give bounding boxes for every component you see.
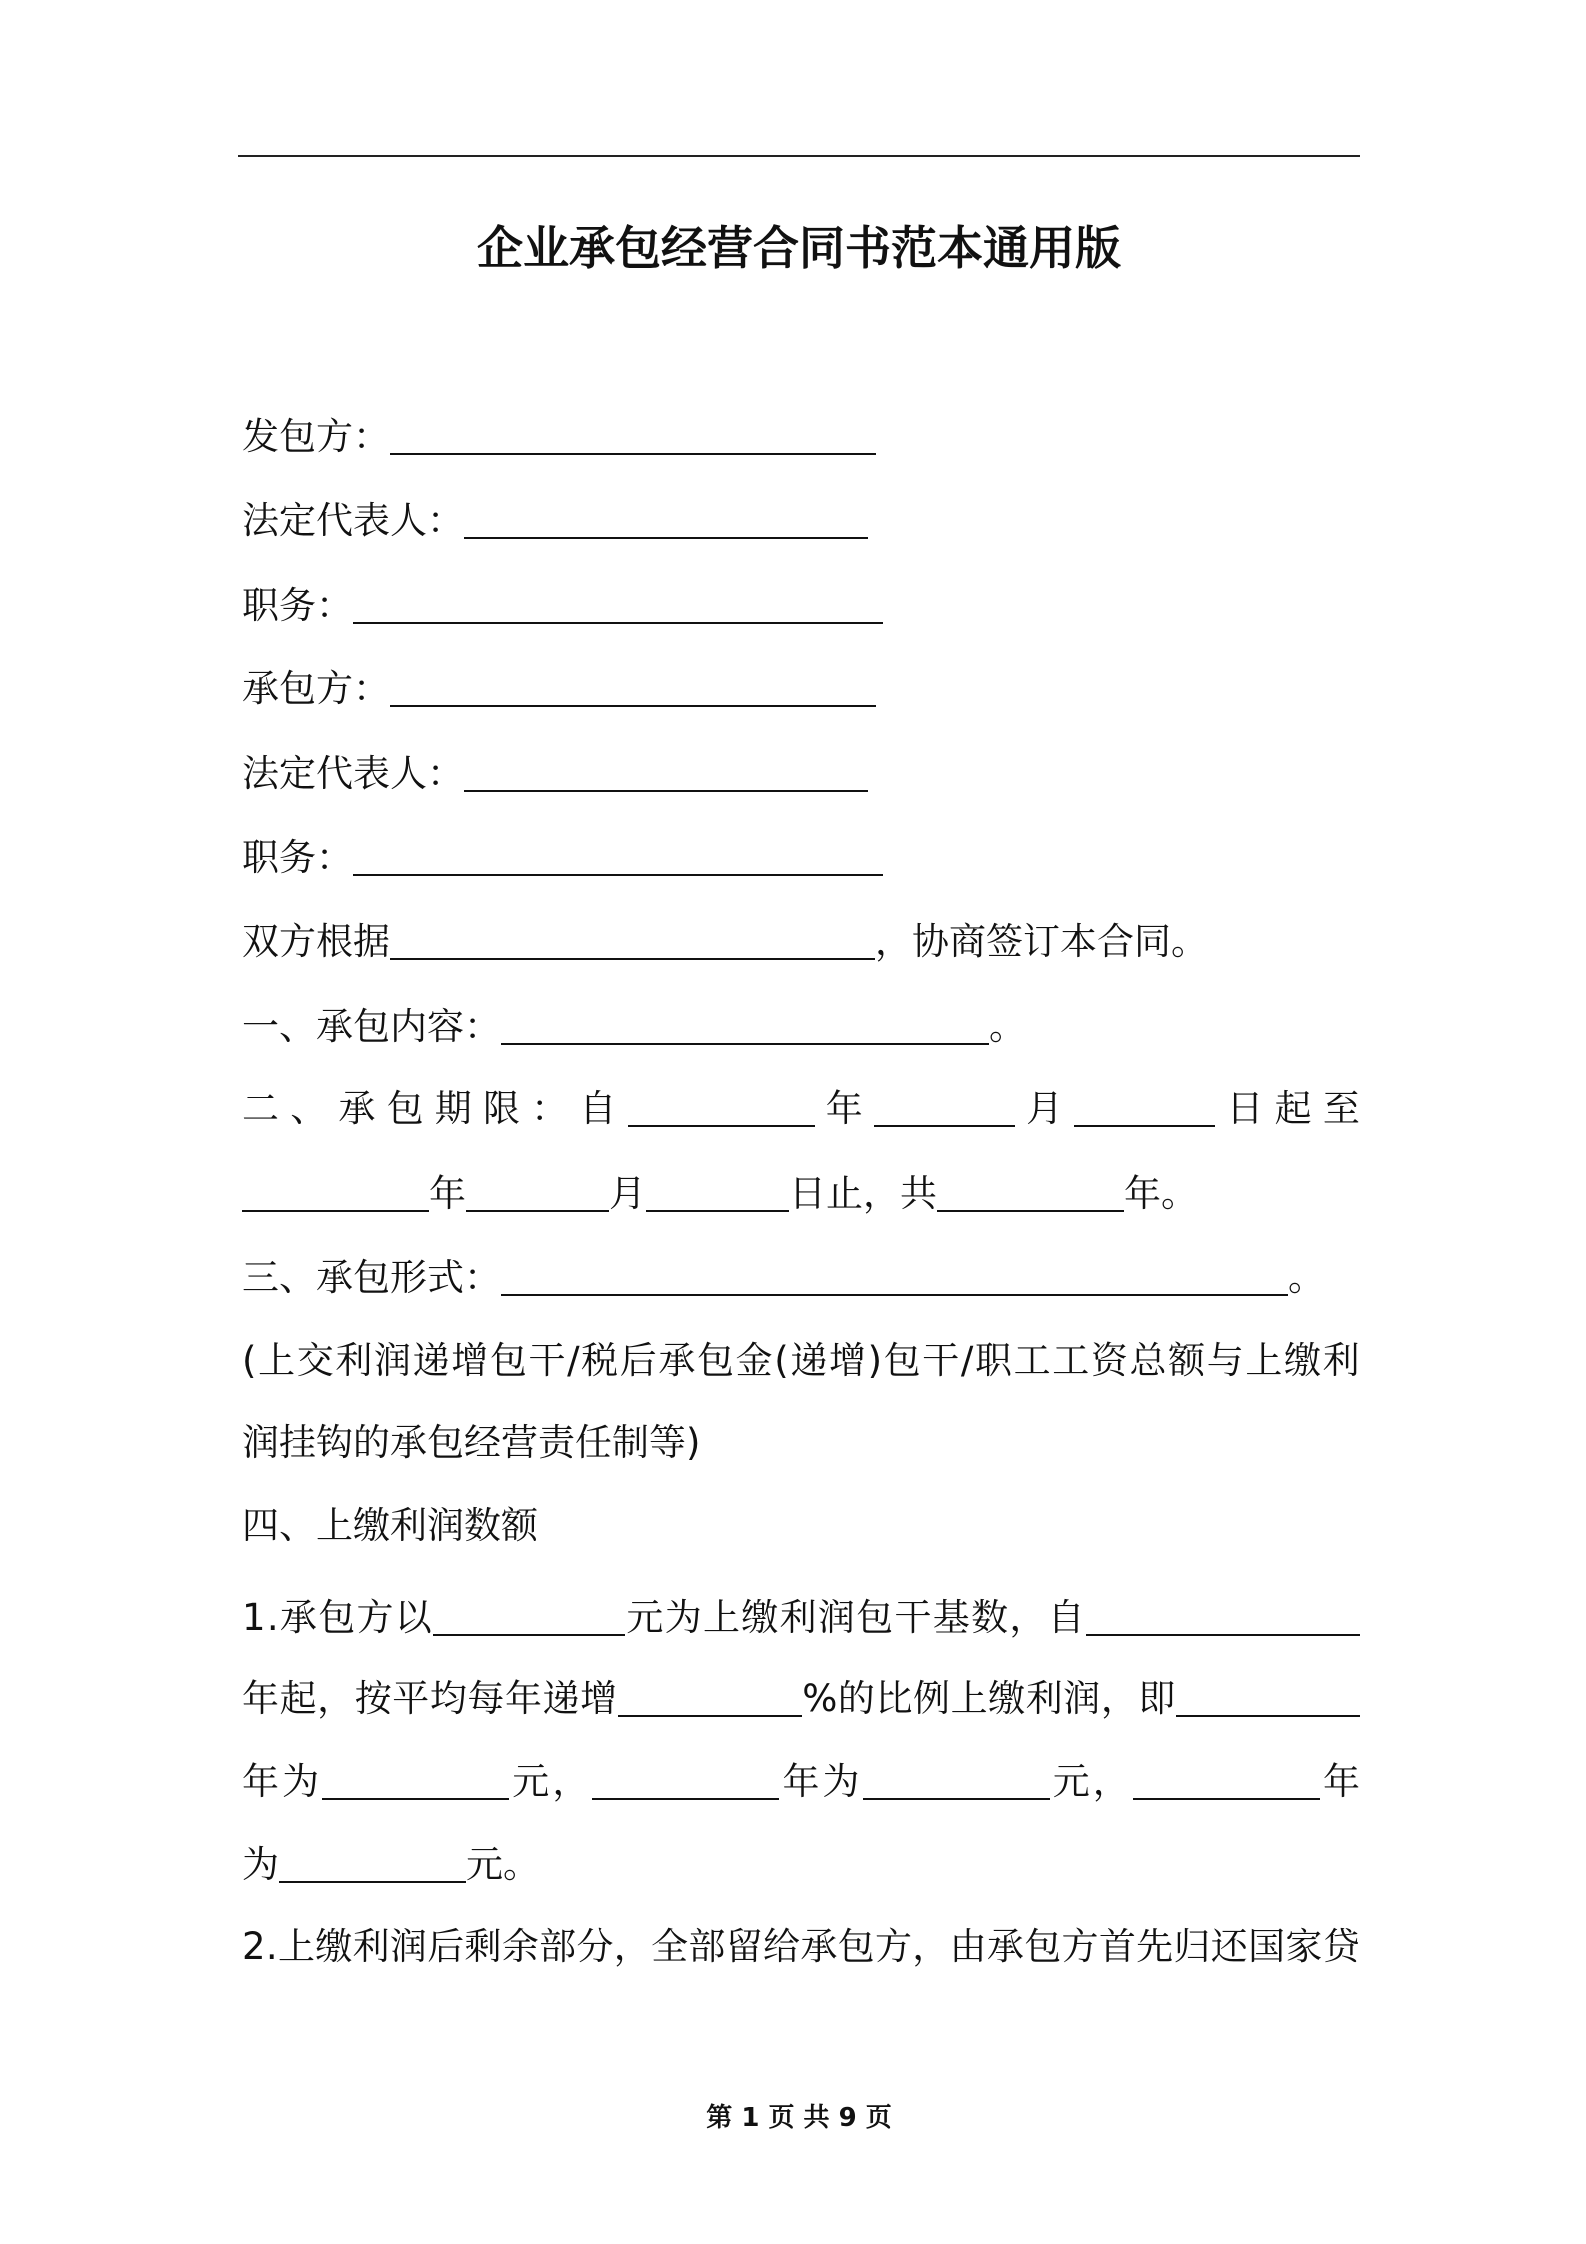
total-years-blank bbox=[937, 1176, 1124, 1212]
text-glyph: 上 bbox=[702, 1596, 740, 1639]
text-glyph: 缴 bbox=[315, 1925, 353, 1968]
text-glyph: ， bbox=[613, 1925, 651, 1968]
text-glyph: 剩 bbox=[464, 1925, 502, 1968]
text-glyph: 均 bbox=[429, 1677, 467, 1720]
clause1-end: 。 bbox=[989, 1005, 1026, 1048]
issuer-rep-blank bbox=[464, 503, 868, 539]
start-year-blank bbox=[1086, 1600, 1360, 1636]
clause3-label: 三、承包形式： bbox=[242, 1256, 501, 1299]
clause2-line2 bbox=[242, 1169, 1360, 1219]
text-glyph: 、 bbox=[290, 1087, 328, 1130]
text-glyph: 后 bbox=[619, 1339, 657, 1382]
text-glyph: 税 bbox=[581, 1339, 619, 1382]
end-month-blank bbox=[466, 1176, 609, 1212]
text-glyph: 递 bbox=[790, 1339, 828, 1382]
basis-blank bbox=[390, 924, 875, 960]
text-glyph: 为 bbox=[664, 1596, 702, 1639]
text-glyph: 利 bbox=[352, 1925, 390, 1968]
text-glyph: 2 bbox=[242, 1925, 266, 1968]
preamble-text-end: ，协商签订本合同。 bbox=[875, 920, 1208, 963]
start-month-blank bbox=[874, 1091, 1015, 1127]
text-glyph: / bbox=[960, 1339, 974, 1382]
text-glyph: ， bbox=[317, 1677, 355, 1720]
text-glyph: 年 bbox=[782, 1760, 820, 1803]
issuer-position-line bbox=[242, 581, 1360, 631]
text-glyph: 承 bbox=[279, 1596, 317, 1639]
contractor-line bbox=[242, 664, 1360, 714]
text-glyph: 给 bbox=[763, 1925, 800, 1968]
text-glyph: ( bbox=[242, 1339, 257, 1382]
text-glyph: 按 bbox=[354, 1677, 392, 1720]
text-glyph: 先 bbox=[1136, 1925, 1174, 1968]
text-glyph: 金 bbox=[735, 1339, 773, 1382]
text-glyph: 平 bbox=[392, 1677, 430, 1720]
text-glyph: 余 bbox=[501, 1925, 539, 1968]
text-glyph: 承 bbox=[338, 1087, 376, 1130]
clause4-item1-line2 bbox=[242, 1674, 1360, 1724]
text-glyph: 资 bbox=[1090, 1339, 1128, 1382]
text-glyph: ， bbox=[1092, 1760, 1130, 1803]
text-glyph: 元 bbox=[1052, 1760, 1090, 1803]
text-glyph: 比 bbox=[875, 1677, 913, 1720]
text-glyph: 职 bbox=[975, 1339, 1012, 1382]
yuan-end-text: 元。 bbox=[466, 1843, 540, 1886]
text-glyph: 全 bbox=[651, 1925, 689, 1968]
text-glyph: 交 bbox=[296, 1339, 334, 1382]
contractor-rep-label: 法定代表人： bbox=[242, 752, 464, 795]
text-glyph: 以 bbox=[394, 1596, 432, 1639]
clause4-item2-line1 bbox=[242, 1922, 1360, 1972]
text-glyph: 期 bbox=[434, 1087, 472, 1130]
document-title: 企业承包经营合同书范本通用版 bbox=[477, 221, 1121, 275]
text-glyph: 1 bbox=[242, 1596, 266, 1639]
years-text: 年。 bbox=[1124, 1172, 1198, 1215]
text-glyph: 上 bbox=[277, 1925, 315, 1968]
text-glyph: 干 bbox=[528, 1339, 566, 1382]
issuer-position-blank bbox=[353, 588, 883, 624]
issuer-line bbox=[242, 412, 1360, 462]
text-glyph: 即 bbox=[1138, 1677, 1176, 1720]
issuer-rep-label: 法定代表人： bbox=[242, 499, 464, 542]
month-text: 月 bbox=[609, 1172, 646, 1215]
text-glyph: 缴 bbox=[1284, 1339, 1321, 1382]
text-glyph: 包 bbox=[318, 1596, 356, 1639]
text-glyph: / bbox=[567, 1339, 580, 1382]
growth-rate-blank bbox=[618, 1681, 802, 1717]
text-glyph: 包 bbox=[837, 1925, 875, 1968]
contractor-rep-line bbox=[242, 749, 1360, 799]
year-blank bbox=[592, 1764, 779, 1800]
text-glyph: 归 bbox=[1173, 1925, 1211, 1968]
text-glyph: 包 bbox=[386, 1087, 424, 1130]
text-glyph: 递 bbox=[542, 1677, 580, 1720]
year-text: 年 bbox=[429, 1172, 466, 1215]
text-glyph: 年 bbox=[825, 1087, 863, 1130]
header-rule bbox=[238, 155, 1360, 157]
clause4-item1-line3 bbox=[242, 1757, 1360, 1807]
text-glyph: 国 bbox=[1248, 1925, 1286, 1968]
clause4-item1-line1 bbox=[242, 1593, 1360, 1643]
text-glyph: . bbox=[266, 1596, 279, 1639]
text-glyph: 润 bbox=[373, 1339, 411, 1382]
year-blank bbox=[1133, 1764, 1320, 1800]
text-glyph: 上 bbox=[950, 1677, 988, 1720]
text-glyph: 增 bbox=[580, 1677, 618, 1720]
text-glyph: 包 bbox=[697, 1339, 735, 1382]
text-glyph: 由 bbox=[949, 1925, 987, 1968]
text-glyph: 年 bbox=[242, 1760, 279, 1803]
text-glyph: 缴 bbox=[988, 1677, 1026, 1720]
amount-blank bbox=[279, 1847, 466, 1883]
contractor-position-blank bbox=[353, 840, 883, 876]
text-glyph: 的 bbox=[837, 1677, 875, 1720]
preamble-line bbox=[242, 917, 1360, 967]
clause1-line bbox=[242, 1002, 1360, 1052]
text-glyph: 限 bbox=[482, 1087, 520, 1130]
text-glyph: 包 bbox=[883, 1339, 921, 1382]
preamble-text-start: 双方根据 bbox=[242, 920, 390, 963]
text-glyph: 至 bbox=[1322, 1087, 1360, 1130]
text-glyph: 工 bbox=[1013, 1339, 1051, 1382]
text-glyph: 为 bbox=[282, 1760, 320, 1803]
issuer-blank bbox=[390, 419, 876, 455]
text-glyph: 日 bbox=[1226, 1087, 1264, 1130]
text-glyph: ， bbox=[1009, 1596, 1047, 1639]
issuer-label: 发包方： bbox=[242, 415, 390, 458]
text-glyph: 方 bbox=[874, 1925, 912, 1968]
text-glyph: 工 bbox=[1052, 1339, 1090, 1382]
clause3-note-text: 润挂钩的承包经营责任制等) bbox=[242, 1421, 701, 1464]
text-glyph: 月 bbox=[1026, 1087, 1064, 1130]
text-glyph: 还 bbox=[1210, 1925, 1248, 1968]
text-glyph: 部 bbox=[539, 1925, 577, 1968]
text-glyph: 起 bbox=[1274, 1087, 1312, 1130]
contract-content-blank bbox=[501, 1009, 989, 1045]
text-glyph: 利 bbox=[335, 1339, 373, 1382]
text-glyph: 首 bbox=[1098, 1925, 1136, 1968]
text-glyph: 年 bbox=[1322, 1760, 1360, 1803]
text-glyph: ， bbox=[552, 1760, 590, 1803]
text-glyph: 后 bbox=[427, 1925, 465, 1968]
page-number: 第 1 页 共 9 页 bbox=[706, 2103, 892, 2133]
text-glyph: 方 bbox=[1061, 1925, 1099, 1968]
issuer-position-label: 职务： bbox=[242, 584, 353, 627]
text-glyph: ， bbox=[912, 1925, 950, 1968]
clause3-note-line2 bbox=[242, 1418, 1360, 1468]
text-glyph: 为 bbox=[822, 1760, 860, 1803]
day-end-text: 日止，共 bbox=[789, 1172, 937, 1215]
text-glyph: 利 bbox=[1322, 1339, 1360, 1382]
text-glyph: 年 bbox=[504, 1677, 542, 1720]
text-glyph: 承 bbox=[800, 1925, 838, 1968]
text-glyph: 二 bbox=[242, 1087, 279, 1130]
end-year-blank bbox=[242, 1176, 429, 1212]
text-glyph: 润 bbox=[817, 1596, 855, 1639]
text-glyph: 年 bbox=[242, 1677, 279, 1720]
text-glyph: 额 bbox=[1168, 1339, 1206, 1382]
text-glyph: 元 bbox=[626, 1596, 664, 1639]
contractor-position-label: 职务： bbox=[242, 836, 353, 879]
text-glyph: 干 bbox=[922, 1339, 960, 1382]
text-glyph: ( bbox=[774, 1339, 789, 1382]
end-day-blank bbox=[646, 1176, 789, 1212]
contractor-blank bbox=[390, 671, 876, 707]
clause4-heading-text: 四、上缴利润数额 bbox=[242, 1504, 538, 1547]
start-year-blank bbox=[628, 1091, 815, 1127]
text-glyph: 干 bbox=[894, 1596, 932, 1639]
clause3-end: 。 bbox=[1288, 1256, 1325, 1299]
text-glyph: 自 bbox=[579, 1087, 617, 1130]
amount-blank bbox=[863, 1764, 1050, 1800]
text-glyph: 元 bbox=[512, 1760, 550, 1803]
for-text: 为 bbox=[242, 1843, 279, 1886]
text-glyph: 增 bbox=[828, 1339, 866, 1382]
text-glyph: 包 bbox=[856, 1596, 894, 1639]
text-glyph: 上 bbox=[1245, 1339, 1283, 1382]
text-glyph: 递 bbox=[412, 1339, 450, 1382]
text-glyph: 部 bbox=[688, 1925, 726, 1968]
text-glyph: 数 bbox=[971, 1596, 1009, 1639]
amount-blank bbox=[322, 1764, 509, 1800]
contractor-rep-blank bbox=[464, 756, 868, 792]
text-glyph: 增 bbox=[451, 1339, 489, 1382]
text-glyph: 基 bbox=[932, 1596, 970, 1639]
text-glyph: 自 bbox=[1047, 1596, 1085, 1639]
text-glyph: 润 bbox=[1063, 1677, 1101, 1720]
text-glyph: 上 bbox=[258, 1339, 296, 1382]
text-glyph: 包 bbox=[1024, 1925, 1062, 1968]
text-glyph: 承 bbox=[986, 1925, 1024, 1968]
clause4-heading bbox=[242, 1501, 1360, 1551]
text-glyph: 分 bbox=[576, 1925, 614, 1968]
contract-form-blank bbox=[501, 1260, 1288, 1296]
text-glyph: 缴 bbox=[741, 1596, 779, 1639]
text-glyph: 承 bbox=[658, 1339, 696, 1382]
text-glyph: ) bbox=[867, 1339, 883, 1382]
issuer-rep-line bbox=[242, 496, 1360, 546]
text-glyph: 总 bbox=[1129, 1339, 1167, 1382]
text-glyph: 每 bbox=[467, 1677, 505, 1720]
text-glyph: ： bbox=[531, 1087, 569, 1130]
text-glyph: 贷 bbox=[1322, 1925, 1360, 1968]
year-blank bbox=[1176, 1681, 1360, 1717]
text-glyph: 包 bbox=[489, 1339, 527, 1382]
contractor-position-line bbox=[242, 833, 1360, 883]
start-day-blank bbox=[1074, 1091, 1215, 1127]
text-glyph: 润 bbox=[389, 1925, 427, 1968]
text-glyph: ， bbox=[1100, 1677, 1138, 1720]
text-glyph: 留 bbox=[725, 1925, 763, 1968]
text-glyph: 利 bbox=[1025, 1677, 1063, 1720]
clause2-line1 bbox=[242, 1084, 1360, 1134]
text-glyph: 与 bbox=[1206, 1339, 1244, 1382]
base-amount-blank bbox=[433, 1600, 625, 1636]
clause3-line bbox=[242, 1253, 1360, 1303]
text-glyph: % bbox=[802, 1677, 838, 1720]
text-glyph: . bbox=[265, 1925, 278, 1968]
contractor-label: 承包方： bbox=[242, 667, 390, 710]
clause3-note-line1 bbox=[242, 1336, 1360, 1386]
clause1-label: 一、承包内容： bbox=[242, 1005, 501, 1048]
text-glyph: 家 bbox=[1285, 1925, 1323, 1968]
text-glyph: 方 bbox=[356, 1596, 394, 1639]
clause4-item1-line4 bbox=[242, 1840, 1360, 1890]
text-glyph: 起 bbox=[279, 1677, 317, 1720]
text-glyph: 利 bbox=[779, 1596, 817, 1639]
text-glyph: 例 bbox=[913, 1677, 951, 1720]
